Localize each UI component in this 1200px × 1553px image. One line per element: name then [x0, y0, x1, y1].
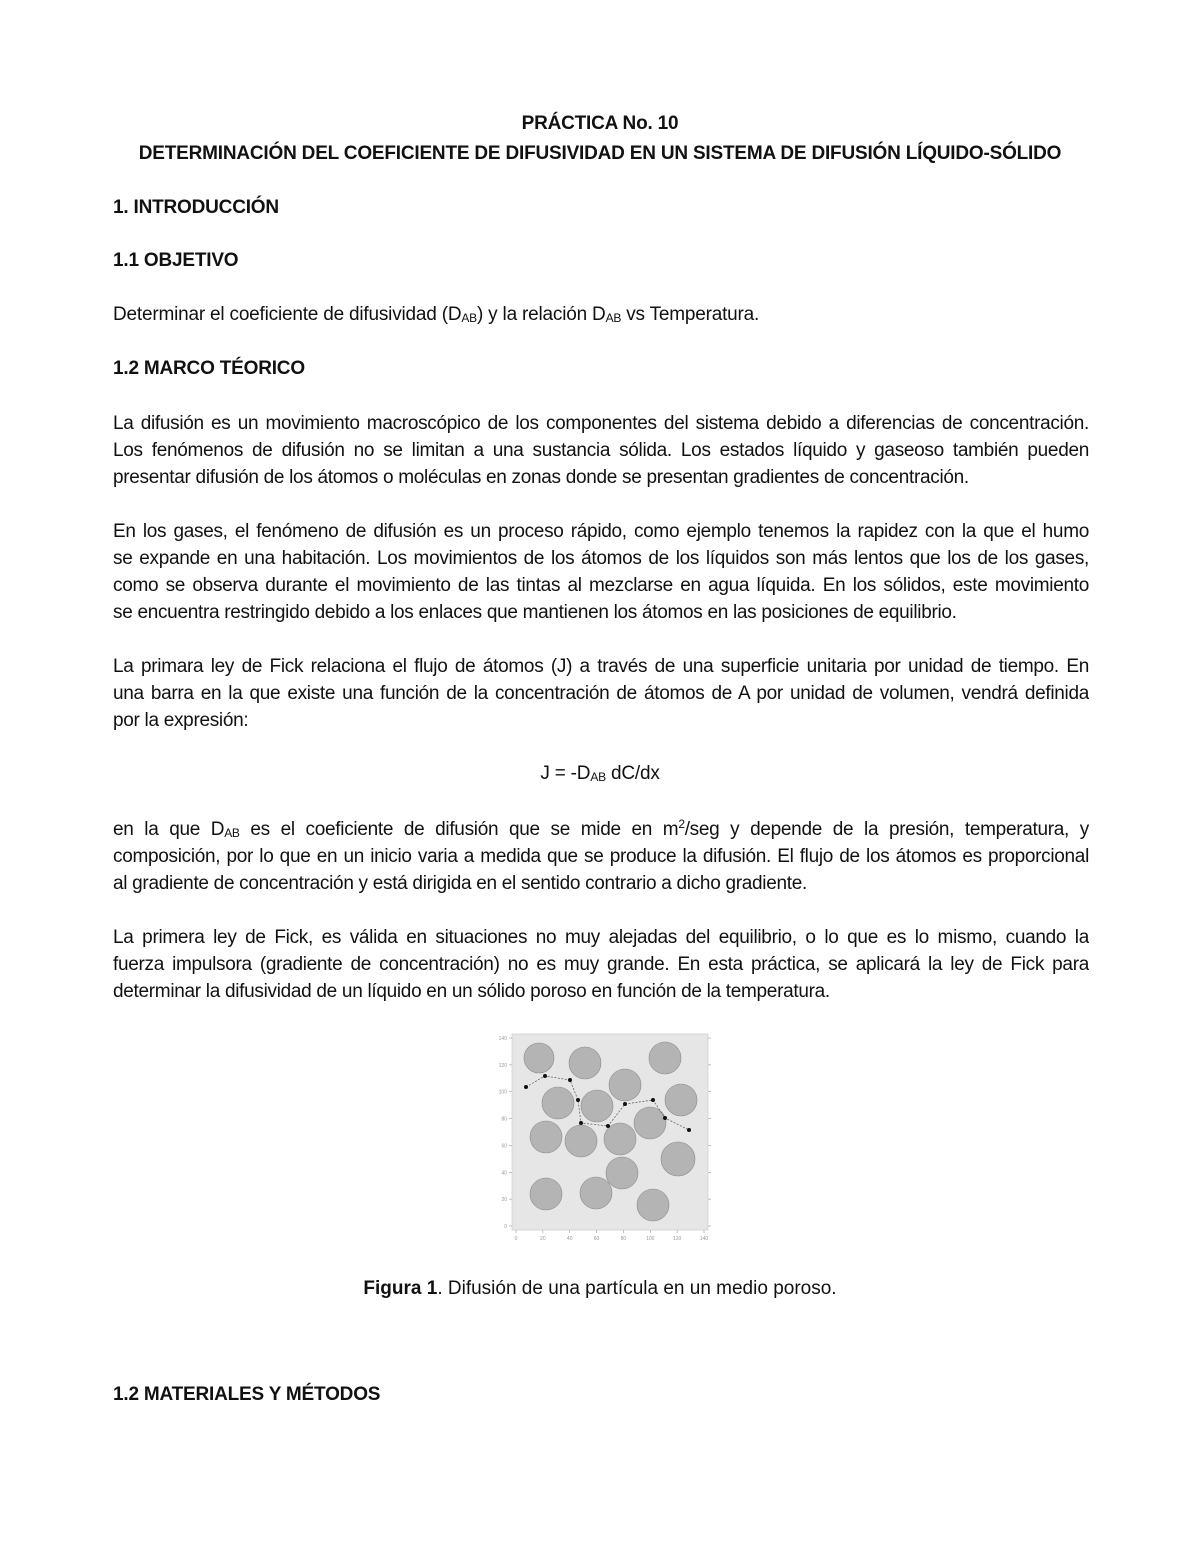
y-tick-label: 120	[498, 1062, 507, 1069]
fick-equation	[0, 762, 1200, 786]
figure-caption	[0, 1277, 1200, 1301]
particle-circle	[524, 1043, 554, 1073]
page-subtitle: DETERMINACIÓN DEL COEFICIENTE DE DIFUSIVIDAD EN UN SISTEMA DE DIFUSIÓN LÍQUIDO-SÓLIDO	[138, 143, 1062, 164]
paragraph-line: Los fenómenos de difusión no se limitan a una sustancia sólida. Los estados líquido y gaseoso también pueden	[113, 440, 1089, 461]
heading-introduccion: 1. INTRODUCCIÓN	[113, 197, 279, 218]
paragraph-line: fuerza impulsora (gradiente de concentración) no es muy grande. En esta práctica, se aplicará la ley de Fick para	[113, 954, 1089, 975]
particle-circle	[542, 1087, 574, 1119]
particle-circle	[637, 1189, 669, 1221]
particle-circle	[569, 1047, 601, 1079]
paragraph-line: se expande en una habitación. Los movimientos de los átomos de los líquidos son más lentos que los de los gases,	[113, 548, 1089, 569]
paragraph-line: En los gases, el fenómeno de difusión es un proceso rápido, como ejemplo tenemos la rapidez con la que el humo	[113, 521, 1089, 542]
paragraph-fick-intro	[113, 653, 1089, 734]
particle-circle	[530, 1121, 562, 1153]
caption-text: . Difusión de una partícula en un medio poroso.	[437, 1278, 837, 1299]
path-point	[524, 1085, 528, 1089]
paragraph-difusion	[113, 410, 1089, 491]
y-tick-label: 20	[501, 1197, 507, 1204]
p4-l1a: en la que D	[113, 819, 225, 840]
y-tick-label: 100	[498, 1089, 507, 1096]
objetivo-part1: Determinar el coeficiente de difusividad (D	[113, 304, 462, 325]
particle-circle	[565, 1125, 597, 1157]
equation-left: J = -D	[540, 763, 591, 784]
paragraph-line: una barra en la que existe una función de la concentración de átomos de A por unidad de volumen, vendrá definida	[113, 683, 1089, 704]
paragraph-gases	[113, 518, 1089, 626]
paragraph-line: La difusión es un movimiento macroscópico de los componentes del sistema debido a diferencias de concentración.	[113, 413, 1089, 434]
equation-right: dC/dx	[605, 763, 660, 784]
heading-objetivo: 1.1 OBJETIVO	[113, 250, 239, 271]
path-point	[651, 1098, 655, 1102]
figure-porous-medium	[493, 1028, 715, 1246]
y-tick-label: 0	[504, 1224, 507, 1230]
x-tick-label: 120	[672, 1236, 682, 1242]
objetivo-sub1: AB	[461, 311, 477, 325]
y-tick-label: 140	[498, 1036, 507, 1042]
particle-circle	[609, 1069, 641, 1101]
path-point	[623, 1102, 627, 1106]
x-tick-label: 40	[566, 1236, 573, 1242]
objetivo-sub2: AB	[605, 311, 622, 325]
objetivo-part3: vs Temperatura.	[621, 304, 760, 325]
particle-circle	[665, 1084, 697, 1116]
path-point	[663, 1116, 667, 1120]
paragraph-coeficiente	[113, 816, 1089, 897]
particle-circle	[581, 1090, 613, 1122]
path-point	[606, 1124, 610, 1128]
page-title: PRÁCTICA No. 10	[521, 113, 679, 134]
particle-circle	[580, 1177, 612, 1209]
particle-circle	[530, 1178, 562, 1210]
x-tick-label: 60	[593, 1236, 600, 1242]
caption-label: Figura 1	[363, 1278, 438, 1299]
heading-materiales: 1.2 MATERIALES Y MÉTODOS	[113, 1384, 381, 1405]
paragraph-line: por la expresión:	[113, 710, 249, 731]
heading-marco-teorico: 1.2 MARCO TÉORICO	[113, 358, 305, 379]
path-point	[568, 1078, 572, 1082]
paragraph-line: La primara ley de Fick relaciona el flujo de átomos (J) a través de una superficie unitaria por unidad de tiempo. En	[113, 656, 1089, 677]
paragraph-line: se encuentra restringido debido a los enlaces que mantienen los átomos en las posiciones de equilibrio.	[113, 602, 957, 623]
particle-circle	[661, 1142, 695, 1176]
path-point	[579, 1121, 583, 1125]
p4-l1b: es el coeficiente de difusión que se mide en m	[239, 819, 679, 840]
paragraph-line: composición, por lo que en un inicio varia a medida que se produce la difusión. El flujo de los átomos es proporcional	[113, 846, 1089, 867]
y-tick-label: 60	[501, 1143, 507, 1150]
paragraph-line: La primera ley de Fick, es válida en situaciones no muy alejadas del equilibrio, o lo que es lo mismo, cuando la	[113, 927, 1089, 948]
paragraph-line: como se observa durante el movimiento de las tintas al mezclarse en agua líquida. En los sólidos, este movimiento	[113, 575, 1089, 596]
x-tick-label: 20	[540, 1236, 546, 1242]
paragraph-primera-ley	[113, 924, 1089, 1005]
p4-sub: AB	[224, 826, 240, 840]
paragraph-line	[113, 816, 1089, 843]
y-tick-label: 40	[501, 1170, 507, 1177]
x-tick-label: 0	[514, 1236, 518, 1242]
p4-l1c: /seg y depende de la presión, temperatura, y	[684, 819, 1089, 840]
equation-sub: AB	[590, 770, 606, 784]
paragraph-line: presentar difusión de los átomos o moléculas en zonas donde se presentan gradientes de concentración.	[113, 467, 969, 488]
p4-sup: 2	[678, 817, 685, 831]
objetivo-part2: ) y la relación D	[476, 304, 606, 325]
paragraph-line: determinar la difusividad de un líquido en un sólido poroso en función de la temperatura.	[113, 981, 830, 1002]
particle-circle	[649, 1042, 681, 1074]
path-point	[687, 1128, 691, 1132]
particle-circle	[606, 1157, 638, 1189]
diffusion-plot	[493, 1028, 715, 1246]
objetivo-text	[113, 303, 759, 327]
x-tick-label: 100	[646, 1236, 655, 1242]
y-tick-label: 80	[501, 1116, 507, 1123]
x-tick-label: 80	[620, 1236, 627, 1242]
x-tick-label: 140	[699, 1236, 709, 1242]
path-point	[576, 1098, 580, 1102]
path-point	[543, 1074, 547, 1078]
paragraph-line: al gradiente de concentración y está dirigida en el sentido contrario a dicho gradiente.	[113, 873, 807, 894]
